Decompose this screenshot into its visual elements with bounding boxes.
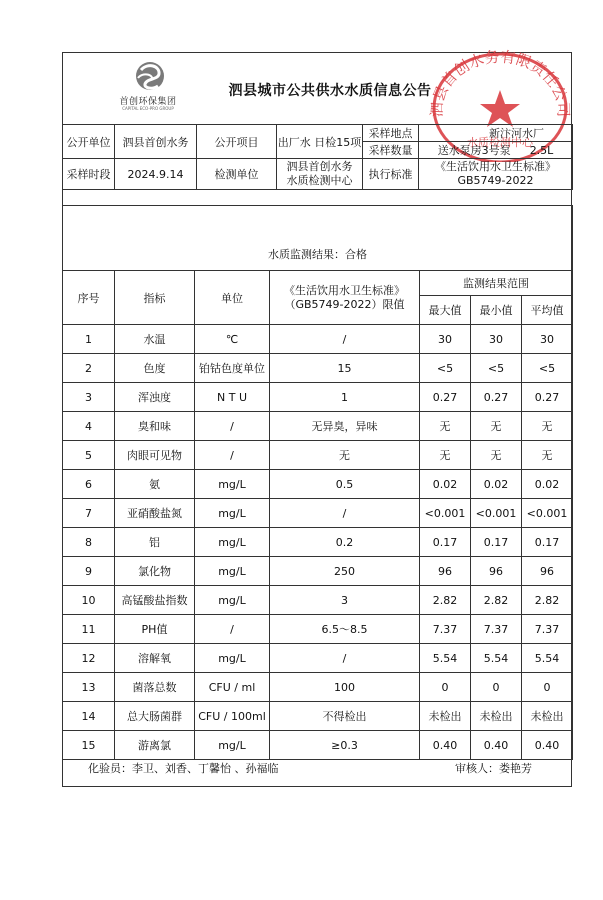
row-limit: 0.2 — [270, 528, 420, 557]
row-max: <0.001 — [420, 499, 471, 528]
row-max: <5 — [420, 354, 471, 383]
col-limit-line-2: （GB5749-2022）限值 — [284, 297, 405, 311]
row-max: 5.54 — [420, 644, 471, 673]
row-min: <5 — [471, 354, 522, 383]
blank-row — [63, 206, 573, 239]
row-index: 15 — [63, 731, 115, 760]
row-limit: 15 — [270, 354, 420, 383]
sample-qty-label: 采样数量 — [363, 142, 419, 159]
row-min: 0.40 — [471, 731, 522, 760]
row-min: 0.02 — [471, 470, 522, 499]
sample-time-value: 2024.9.14 — [115, 159, 197, 190]
table-row — [63, 325, 573, 354]
row-min: 2.82 — [471, 586, 522, 615]
row-min: 未检出 — [471, 702, 522, 731]
test-unit-value — [277, 159, 363, 190]
sample-loc-value: 新汴河水厂 — [419, 125, 573, 142]
inspectors: 化验员：李卫、刘香、丁馨怡 、孙福临 — [88, 762, 279, 775]
table-row — [63, 470, 573, 499]
row-unit: mg/L — [195, 499, 270, 528]
row-max: 0.40 — [420, 731, 471, 760]
row-index: 3 — [63, 383, 115, 412]
row-min: 96 — [471, 557, 522, 586]
row-index: 10 — [63, 586, 115, 615]
row-unit: mg/L — [195, 586, 270, 615]
row-unit: / — [195, 615, 270, 644]
row-min: 7.37 — [471, 615, 522, 644]
row-indicator: 浑浊度 — [115, 383, 195, 412]
pub-unit-value: 泗县首创水务 — [115, 125, 197, 159]
reviewer: 审核人：娄艳芳 — [455, 762, 532, 775]
table-row — [63, 412, 573, 441]
row-indicator: 臭和味 — [115, 412, 195, 441]
row-avg: 无 — [522, 441, 573, 470]
row-max: 7.37 — [420, 615, 471, 644]
row-limit: / — [270, 644, 420, 673]
row-unit: mg/L — [195, 470, 270, 499]
row-avg: 无 — [522, 412, 573, 441]
table-row — [63, 528, 573, 557]
row-max: 0 — [420, 673, 471, 702]
row-index: 9 — [63, 557, 115, 586]
row-limit: / — [270, 499, 420, 528]
row-unit: CFU / ml — [195, 673, 270, 702]
table-row — [63, 383, 573, 412]
page-title: 泗县城市公共供水水质信息公告 — [228, 83, 432, 99]
row-min: 0.17 — [471, 528, 522, 557]
row-limit: 100 — [270, 673, 420, 702]
test-unit-line-2: 水质检测中心 — [286, 174, 353, 187]
row-unit: / — [195, 412, 270, 441]
row-avg: 0.02 — [522, 470, 573, 499]
row-unit: N T U — [195, 383, 270, 412]
row-limit: 无 — [270, 441, 420, 470]
test-unit-label: 检测单位 — [197, 159, 277, 190]
row-indicator: 亚硝酸盐氮 — [115, 499, 195, 528]
table-row — [63, 615, 573, 644]
row-min: 5.54 — [471, 644, 522, 673]
row-index: 8 — [63, 528, 115, 557]
row-index: 2 — [63, 354, 115, 383]
table-row — [63, 702, 573, 731]
row-indicator: 氯化物 — [115, 557, 195, 586]
table-row — [63, 731, 573, 760]
logo-english-name: CAPITAL ECO-PRO GROUP — [122, 106, 174, 111]
col-min: 最小值 — [471, 296, 522, 325]
row-unit: CFU / 100ml — [195, 702, 270, 731]
row-limit: 250 — [270, 557, 420, 586]
data-rows — [63, 325, 573, 760]
row-max: 30 — [420, 325, 471, 354]
row-indicator: 水温 — [115, 325, 195, 354]
row-index: 4 — [63, 412, 115, 441]
row-limit: ≥0.3 — [270, 731, 420, 760]
sample-time-label: 采样时段 — [63, 159, 115, 190]
row-min: 无 — [471, 412, 522, 441]
row-avg: <0.001 — [522, 499, 573, 528]
std-line-2: GB5749-2022 — [457, 174, 534, 187]
water-quality-table — [62, 205, 573, 760]
row-max: 未检出 — [420, 702, 471, 731]
seal-arc-text: 泗县首创水务有限责任公司 — [427, 47, 573, 118]
table-row — [63, 354, 573, 383]
row-unit: mg/L — [195, 731, 270, 760]
row-min: 0 — [471, 673, 522, 702]
row-unit: mg/L — [195, 644, 270, 673]
row-avg: 2.82 — [522, 586, 573, 615]
row-index: 5 — [63, 441, 115, 470]
row-limit: 6.5～8.5 — [270, 615, 420, 644]
row-limit: 1 — [270, 383, 420, 412]
row-indicator: 游离氯 — [115, 731, 195, 760]
col-indicator: 指标 — [115, 271, 195, 325]
row-avg: 未检出 — [522, 702, 573, 731]
col-limit-line-1: 《生活饮用水卫生标准》 — [284, 283, 405, 297]
row-indicator: 铝 — [115, 528, 195, 557]
sample-loc-label: 采样地点 — [363, 125, 419, 142]
row-index: 12 — [63, 644, 115, 673]
table-row — [63, 499, 573, 528]
info-table — [62, 124, 573, 190]
col-limit — [270, 271, 420, 325]
row-max: 96 — [420, 557, 471, 586]
std-line-1: 《生活饮用水卫生标准》 — [435, 160, 556, 173]
pub-item-label: 公开项目 — [197, 125, 277, 159]
row-max: 2.82 — [420, 586, 471, 615]
row-max: 0.02 — [420, 470, 471, 499]
pub-unit-label: 公开单位 — [63, 125, 115, 159]
row-indicator: 菌落总数 — [115, 673, 195, 702]
row-avg: 0.40 — [522, 731, 573, 760]
row-indicator: 溶解氧 — [115, 644, 195, 673]
row-index: 11 — [63, 615, 115, 644]
row-avg: 5.54 — [522, 644, 573, 673]
row-avg: 30 — [522, 325, 573, 354]
row-index: 7 — [63, 499, 115, 528]
table-row — [63, 557, 573, 586]
row-avg: 0.17 — [522, 528, 573, 557]
row-indicator: PH值 — [115, 615, 195, 644]
row-avg: 96 — [522, 557, 573, 586]
row-limit: 3 — [270, 586, 420, 615]
row-min: 0.27 — [471, 383, 522, 412]
row-index: 13 — [63, 673, 115, 702]
row-limit: 不得检出 — [270, 702, 420, 731]
row-limit: 无异臭，异味 — [270, 412, 420, 441]
seal-subtext: 水质检测中心 — [467, 136, 533, 149]
row-min: 30 — [471, 325, 522, 354]
row-unit: / — [195, 441, 270, 470]
row-limit: 0.5 — [270, 470, 420, 499]
test-unit-line-1: 泗县首创水务 — [286, 160, 353, 173]
row-avg: 0.27 — [522, 383, 573, 412]
col-max: 最大值 — [420, 296, 471, 325]
row-avg: 7.37 — [522, 615, 573, 644]
std-label: 执行标准 — [363, 159, 419, 190]
row-max: 0.27 — [420, 383, 471, 412]
table-row — [63, 644, 573, 673]
row-avg: <5 — [522, 354, 573, 383]
row-unit: mg/L — [195, 528, 270, 557]
row-max: 无 — [420, 441, 471, 470]
row-limit: / — [270, 325, 420, 354]
row-indicator: 氨 — [115, 470, 195, 499]
sample-qty-cell — [419, 142, 573, 159]
row-index: 1 — [63, 325, 115, 354]
col-avg: 平均值 — [522, 296, 573, 325]
table-row — [63, 673, 573, 702]
col-index: 序号 — [63, 271, 115, 325]
sample-qty-value: 送水泵房3号泵 — [437, 144, 511, 157]
row-indicator: 色度 — [115, 354, 195, 383]
result-summary: 水质监测结果：合格 — [63, 238, 573, 271]
sample-qty-amount: 2.5L — [529, 144, 554, 157]
row-index: 6 — [63, 470, 115, 499]
row-max: 0.17 — [420, 528, 471, 557]
row-min: 无 — [471, 441, 522, 470]
row-index: 14 — [63, 702, 115, 731]
row-unit: 铂钴色度单位 — [195, 354, 270, 383]
row-unit: mg/L — [195, 557, 270, 586]
table-row — [63, 441, 573, 470]
row-max: 无 — [420, 412, 471, 441]
std-value — [419, 159, 573, 190]
row-indicator: 肉眼可见物 — [115, 441, 195, 470]
col-range: 监测结果范围 — [420, 271, 573, 296]
col-unit: 单位 — [195, 271, 270, 325]
row-unit: ℃ — [195, 325, 270, 354]
row-avg: 0 — [522, 673, 573, 702]
seal-star-icon — [480, 90, 520, 127]
row-indicator: 高锰酸盐指数 — [115, 586, 195, 615]
logo-chinese-name: 首创环保集团 — [119, 97, 177, 107]
pub-item-value: 出厂水 日检15项 — [277, 125, 363, 159]
table-row — [63, 586, 573, 615]
row-indicator: 总大肠菌群 — [115, 702, 195, 731]
row-min: <0.001 — [471, 499, 522, 528]
